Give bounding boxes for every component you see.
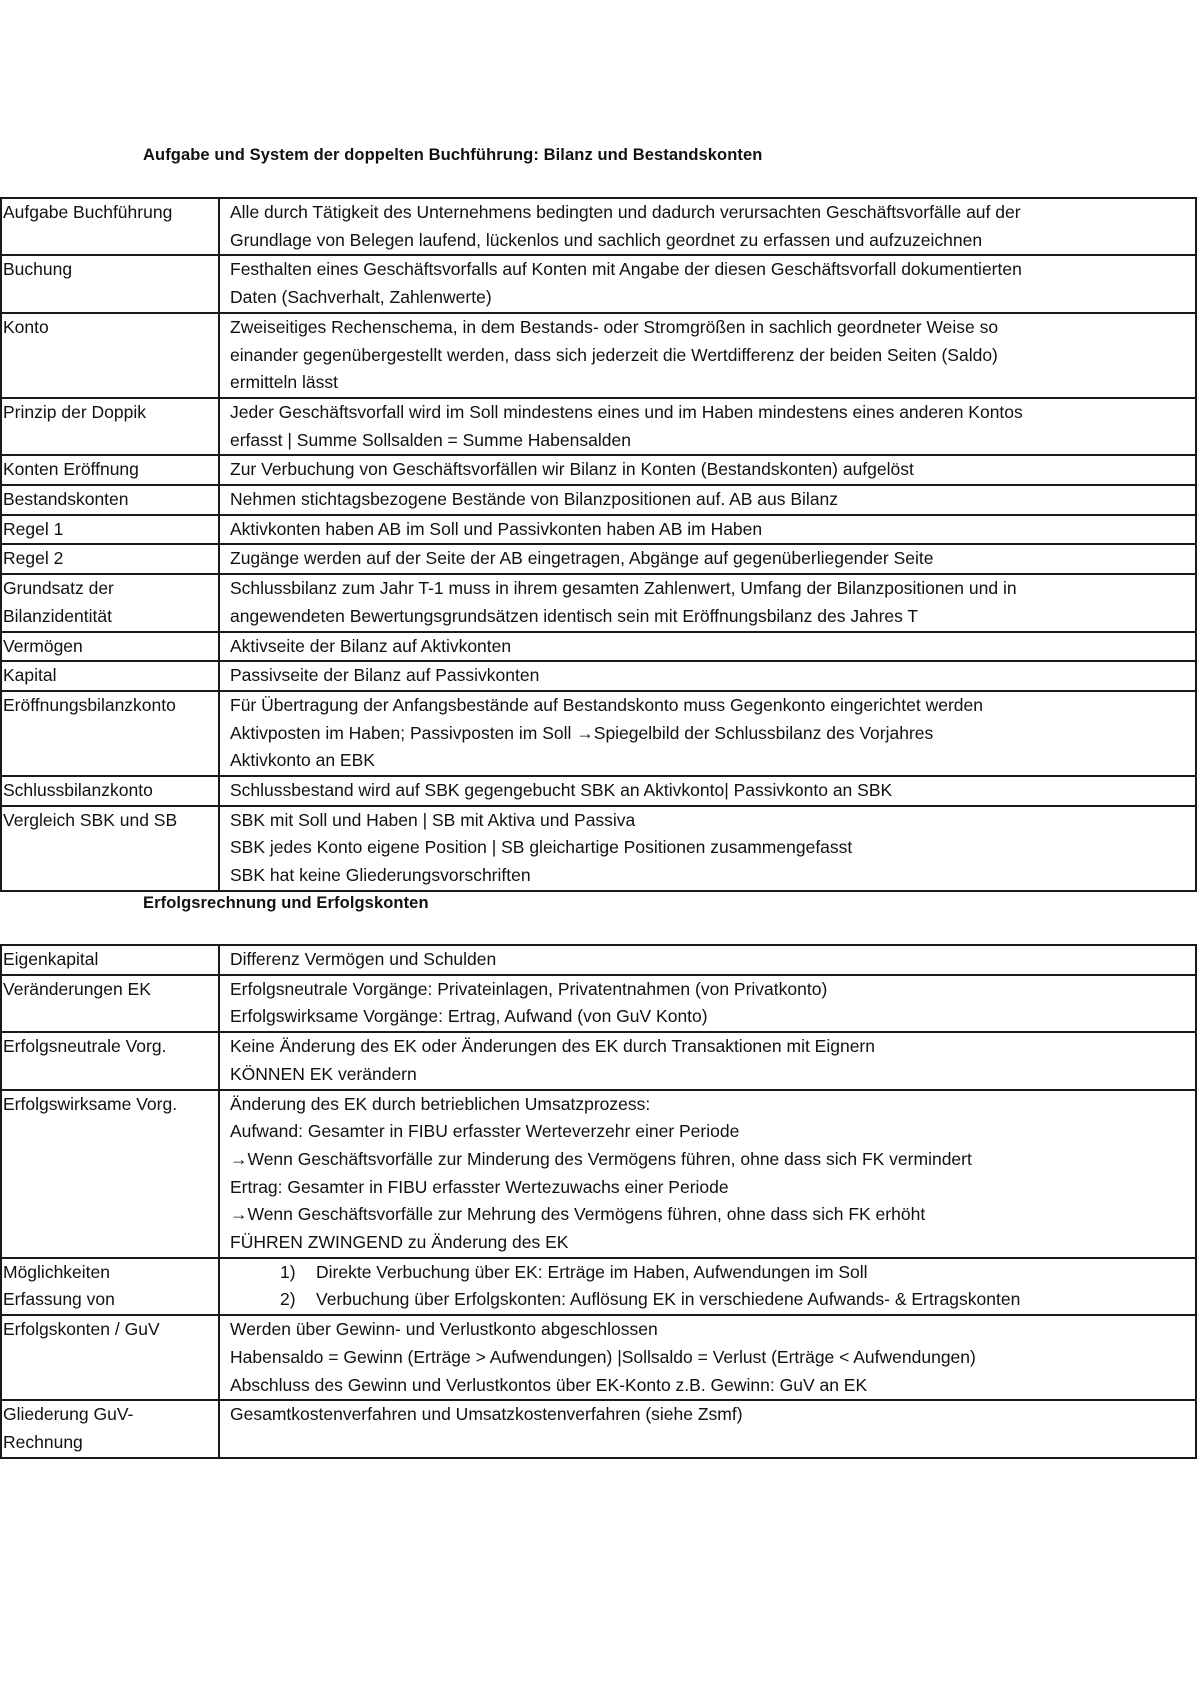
definition-cell	[219, 455, 1196, 485]
table-row	[1, 574, 1196, 631]
definition-line: Schlussbestand wird auf SBK gegengebucht SBK an Aktivkonto| Passivkonto an SBK	[230, 780, 893, 801]
definition-cell	[219, 1032, 1196, 1089]
table-row	[1, 1315, 1196, 1400]
definition-cell	[219, 198, 1196, 255]
term-cell	[1, 1400, 219, 1457]
term-cell	[1, 485, 219, 515]
table-row	[1, 455, 1196, 485]
definition-line: erfasst | Summe Sollsalden = Summe Habensalden	[230, 429, 631, 450]
definition-cell	[219, 1400, 1196, 1457]
table-row	[1, 691, 1196, 776]
term-cell	[1, 255, 219, 312]
term-line: Rechnung	[3, 1431, 83, 1452]
definition-line: SBK mit Soll und Haben | SB mit Aktiva und Passiva	[230, 809, 636, 830]
term-cell	[1, 574, 219, 631]
table-row	[1, 313, 1196, 398]
definition-line: KÖNNEN EK verändern	[230, 1063, 417, 1084]
term-cell	[1, 1315, 219, 1400]
numbered-item	[230, 1259, 1193, 1287]
term-line: Gliederung GuV-	[3, 1404, 134, 1425]
definition-cell	[219, 544, 1196, 574]
definition-line: SBK hat keine Gliederungsvorschriften	[230, 865, 531, 886]
term-cell	[1, 1090, 219, 1258]
term-line: Aufgabe Buchführung	[3, 202, 173, 222]
table-row	[1, 776, 1196, 806]
definition-line: Aktivseite der Bilanz auf Aktivkonten	[230, 635, 512, 656]
definition-line: Schlussbilanz zum Jahr T-1 muss in ihrem gesamten Zahlenwert, Umfang der Bilanzpositionen und in	[230, 578, 1017, 599]
term-cell	[1, 1032, 219, 1089]
definition-line: →Wenn Geschäftsvorfälle zur Minderung des Vermögens führen, ohne dass sich FK vermindert	[230, 1148, 972, 1169]
table-row	[1, 1400, 1196, 1457]
definition-line: Festhalten eines Geschäftsvorfalls auf Konten mit Angabe der diesen Geschäftsvorfall dokumentierten	[230, 259, 1022, 280]
term-cell	[1, 975, 219, 1032]
definition-cell	[219, 661, 1196, 691]
definition-line: Erfolgswirksame Vorgänge: Ertrag, Aufwand (von GuV Konto)	[230, 1006, 708, 1027]
table-row	[1, 398, 1196, 455]
term-line: Eigenkapital	[3, 949, 99, 969]
term-line: Erfolgswirksame Vorg.	[3, 1093, 178, 1114]
term-line: Erfolgskonten / GuV	[3, 1319, 160, 1340]
numbered-item	[230, 1286, 1193, 1314]
term-cell	[1, 632, 219, 662]
definition-cell	[219, 1258, 1196, 1315]
definition-line: Jeder Geschäftsvorfall wird im Soll mindestens eines und im Haben mindestens eines anderen Kontos	[230, 401, 1023, 422]
definition-line: einander gegenübergestellt werden, dass sich jederzeit die Wertdifferenz der beiden Seiten (Saldo)	[230, 344, 998, 365]
definition-cell	[219, 1315, 1196, 1400]
term-line: Regel 1	[3, 518, 64, 539]
table-row	[1, 544, 1196, 574]
definition-cell	[219, 485, 1196, 515]
definition-line: Zweiseitiges Rechenschema, in dem Bestands- oder Stromgrößen in sachlich geordneter Weise so	[230, 316, 999, 337]
term-line: Erfolgsneutrale Vorg.	[3, 1036, 167, 1057]
definition-line: Aktivkonto an EBK	[230, 750, 375, 771]
term-line: Vermögen	[3, 635, 83, 656]
definition-cell	[219, 975, 1196, 1032]
term-cell	[1, 398, 219, 455]
definition-cell	[219, 1090, 1196, 1258]
term-cell	[1, 806, 219, 891]
term-line: Möglichkeiten	[3, 1261, 110, 1282]
term-line: Kapital	[3, 665, 57, 686]
term-line: Erfassung von	[3, 1289, 115, 1310]
term-cell	[1, 544, 219, 574]
table-row	[1, 1258, 1196, 1315]
definition-line: Zugänge werden auf der Seite der AB eingetragen, Abgänge auf gegenüberliegender Seite	[230, 548, 934, 569]
definition-line: Daten (Sachverhalt, Zahlenwerte)	[230, 287, 492, 308]
definition-line: Alle durch Tätigkeit des Unternehmens bedingten und dadurch verursachten Geschäftsvorfälle auf der	[230, 202, 1021, 222]
definition-line: Keine Änderung des EK oder Änderungen des EK durch Transaktionen mit Eignern	[230, 1036, 875, 1057]
term-line: Bestandskonten	[3, 489, 129, 510]
term-line: Schlussbilanzkonto	[3, 780, 153, 801]
item-text: Direkte Verbuchung über EK: Erträge im Haben, Aufwendungen im Soll	[316, 1261, 868, 1282]
glossary-table-bilanz	[0, 197, 1197, 892]
table-row	[1, 485, 1196, 515]
item-number: 1)	[280, 1261, 296, 1282]
term-line: Konten Eröffnung	[3, 459, 139, 480]
term-cell	[1, 661, 219, 691]
section-1-heading: Aufgabe und System der doppelten Buchführung: Bilanz und Bestandskonten	[143, 146, 763, 164]
term-line: Bilanzidentität	[3, 605, 112, 626]
table-row	[1, 1090, 1196, 1258]
definition-line: SBK jedes Konto eigene Position | SB gleichartige Positionen zusammengefasst	[230, 837, 853, 858]
definition-line: Nehmen stichtagsbezogene Bestände von Bilanzpositionen auf. AB aus Bilanz	[230, 489, 839, 510]
term-cell	[1, 198, 219, 255]
table-row	[1, 945, 1196, 975]
table-row	[1, 255, 1196, 312]
definition-line: Änderung des EK durch betrieblichen Umsatzprozess:	[230, 1093, 651, 1114]
definition-cell	[219, 313, 1196, 398]
definition-line: Gesamtkostenverfahren und Umsatzkostenverfahren (siehe Zsmf)	[230, 1404, 743, 1425]
definition-line: Passivseite der Bilanz auf Passivkonten	[230, 665, 540, 686]
term-cell	[1, 776, 219, 806]
section-2-heading: Erfolgsrechnung und Erfolgskonten	[143, 894, 429, 912]
table-row	[1, 515, 1196, 545]
definition-cell	[219, 632, 1196, 662]
definition-line: Aktivposten im Haben; Passivposten im Soll →Spiegelbild der Schlussbilanz des Vorjahres	[230, 722, 934, 743]
definition-cell	[219, 691, 1196, 776]
definition-cell	[219, 776, 1196, 806]
table-row	[1, 661, 1196, 691]
term-line: Prinzip der Doppik	[3, 401, 146, 422]
term-cell	[1, 455, 219, 485]
definition-line: Zur Verbuchung von Geschäftsvorfällen wir Bilanz in Konten (Bestandskonten) aufgelöst	[230, 459, 914, 480]
definition-cell	[219, 515, 1196, 545]
definition-cell	[219, 945, 1196, 975]
definition-cell	[219, 806, 1196, 891]
term-line: Buchung	[3, 259, 73, 280]
definition-line: Aufwand: Gesamter in FIBU erfasster Werteverzehr einer Periode	[230, 1121, 740, 1142]
table-row	[1, 632, 1196, 662]
item-text: Verbuchung über Erfolgskonten: Auflösung EK in verschiedene Aufwands- & Ertragskonten	[316, 1289, 1021, 1310]
term-line: Konto	[3, 316, 49, 337]
term-line: Vergleich SBK und SB	[3, 809, 178, 830]
definition-line: Für Übertragung der Anfangsbestände auf Bestandskonto muss Gegenkonto eingerichtet werden	[230, 694, 983, 715]
term-line: Veränderungen EK	[3, 978, 151, 999]
term-cell	[1, 515, 219, 545]
definition-line: Erfolgsneutrale Vorgänge: Privateinlagen, Privatentnahmen (von Privatkonto)	[230, 978, 828, 999]
term-line: Eröffnungsbilanzkonto	[3, 694, 176, 715]
definition-line: Grundlage von Belegen laufend, lückenlos und sachlich geordnet zu erfassen und aufzuzeichnen	[230, 229, 983, 250]
definition-line: Aktivkonten haben AB im Soll und Passivkonten haben AB im Haben	[230, 518, 763, 539]
definition-line: angewendeten Bewertungsgrundsätzen identisch sein mit Eröffnungsbilanz des Jahres T	[230, 605, 919, 626]
term-line: Grundsatz der	[3, 578, 114, 599]
definition-cell	[219, 398, 1196, 455]
term-cell	[1, 313, 219, 398]
term-cell	[1, 945, 219, 975]
table-row	[1, 198, 1196, 255]
definition-line: Habensaldo = Gewinn (Erträge > Aufwendungen) |Sollsaldo = Verlust (Erträge < Aufwendungen)	[230, 1346, 976, 1367]
definition-line: FÜHREN ZWINGEND zu Änderung des EK	[230, 1232, 569, 1253]
term-line: Regel 2	[3, 548, 64, 569]
table-row	[1, 806, 1196, 891]
item-number: 2)	[280, 1289, 296, 1310]
term-cell	[1, 1258, 219, 1315]
definition-line: Ertrag: Gesamter in FIBU erfasster Wertezuwachs einer Periode	[230, 1176, 729, 1197]
definition-cell	[219, 574, 1196, 631]
table-row	[1, 1032, 1196, 1089]
glossary-table-erfolg	[0, 944, 1197, 1459]
definition-line: ermitteln lässt	[230, 372, 338, 393]
definition-line: Abschluss des Gewinn und Verlustkontos über EK-Konto z.B. Gewinn: GuV an EK	[230, 1374, 868, 1395]
table-row	[1, 975, 1196, 1032]
definition-cell	[219, 255, 1196, 312]
term-cell	[1, 691, 219, 776]
definition-line: →Wenn Geschäftsvorfälle zur Mehrung des Vermögens führen, ohne dass sich FK erhöht	[230, 1204, 926, 1225]
definition-line: Werden über Gewinn- und Verlustkonto abgeschlossen	[230, 1319, 658, 1340]
definition-line: Differenz Vermögen und Schulden	[230, 949, 497, 969]
